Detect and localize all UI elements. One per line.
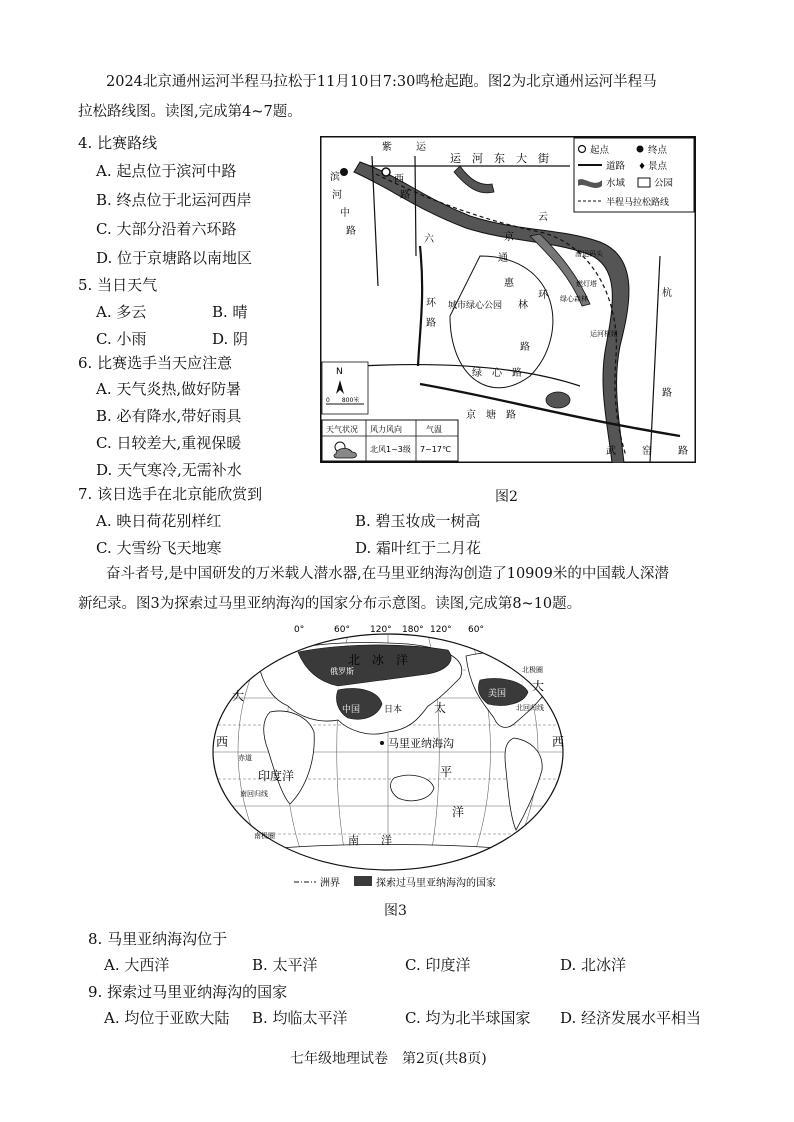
weather-h3: 气温 (426, 425, 442, 434)
legend-explored: 探索过马里亚纳海沟的国家 (376, 878, 496, 889)
label-green-park: 城市绿心公园 (448, 301, 503, 311)
q4-option-d[interactable]: D. 位于京塘路以南地区 (96, 249, 253, 267)
q8-option-d[interactable]: D. 北冰洋 (560, 956, 627, 974)
label-lu6: 路 (678, 446, 688, 457)
weather-h2: 风力风向 (370, 425, 402, 434)
label-jing: 京 (504, 232, 514, 243)
scale-label: 0 800米 (326, 397, 360, 404)
q9-option-c[interactable]: C. 均为北半球国家 (405, 1009, 531, 1027)
country-russia: 俄罗斯 (330, 667, 354, 676)
label-yunhe-east: 运 河 东 大 街 (450, 152, 549, 165)
legend-park-icon (638, 178, 650, 187)
marathon-route-map (320, 136, 696, 463)
label-tong: 通 (498, 253, 508, 264)
label-he: 河 (332, 190, 342, 201)
country-china: 中国 (342, 705, 361, 715)
q9-option-d[interactable]: D. 经济发展水平相当 (560, 1009, 702, 1027)
start-point (382, 168, 390, 176)
q4-option-c[interactable]: C. 大部分沿着六环路 (96, 220, 237, 238)
ocean-pacific-2: 平 (440, 765, 453, 779)
q8-option-a[interactable]: A. 大西洋 (104, 956, 170, 974)
lon-tick-4: 120° (430, 625, 452, 635)
map2-compass (322, 362, 368, 414)
page-footer: 七年级地理试卷 第2页(共8页) (290, 1051, 487, 1067)
weather-wind: 北风1~3级 (370, 445, 411, 454)
intro-paragraph-2-cont (78, 590, 738, 619)
figure-3-caption: 图3 (384, 903, 407, 919)
q8-option-c[interactable]: C. 印度洋 (405, 956, 471, 974)
spot-label-2: 燃灯塔 (576, 280, 597, 288)
legend-road: 道路 (606, 161, 626, 172)
ocean-atlantic-w2: 西 (216, 735, 229, 749)
lat-tropic-s: 南回归线 (240, 790, 268, 798)
label-hui: 惠 (504, 278, 514, 289)
legend-start: 起点 (590, 145, 610, 156)
label-huan2: 环 (538, 290, 548, 301)
ocean-pacific-yang: 洋 (452, 805, 465, 819)
label-lvxin: 绿 心 路 (472, 368, 522, 379)
legend-park: 公园 (654, 178, 674, 189)
q8-option-b[interactable]: B. 太平洋 (252, 956, 318, 974)
ocean-southern: 南 洋 (348, 834, 392, 847)
q5-option-b[interactable]: B. 晴 (212, 303, 248, 321)
weather-table (322, 420, 458, 461)
lon-tick-0: 0° (294, 625, 305, 635)
label-lu3: 路 (426, 318, 436, 329)
legend-spot: 景点 (648, 161, 668, 172)
lake-south (546, 392, 570, 408)
end-point (340, 168, 348, 176)
q6-option-b[interactable]: B. 必有降水,带好雨具 (96, 407, 242, 425)
label-bin: 滨 (330, 172, 340, 183)
figure-2-caption: 图2 (495, 489, 518, 505)
q7-stem: 7. 该日选手在北京能欣赏到 (78, 485, 263, 503)
country-japan: 日本 (384, 705, 403, 715)
lat-arctic: 北极圈 (522, 666, 543, 674)
trench-marker (380, 741, 384, 745)
legend-end: 终点 (648, 145, 668, 156)
country-usa: 美国 (488, 689, 507, 699)
label-wu: 武 (606, 446, 616, 457)
legend-boundary: 洲界 (320, 878, 340, 889)
q7-option-c[interactable]: C. 大雪纷飞天地寒 (96, 539, 222, 557)
legend-water: 水域 (606, 178, 626, 189)
lon-tick-5: 60° (468, 625, 484, 635)
ocean-atlantic-e2: 西 (552, 735, 565, 749)
q5-option-d[interactable]: D. 阴 (212, 330, 249, 348)
intro-1-line-2: 拉松路线图。读图,完成第4~7题。 (78, 104, 302, 120)
label-lu: 路 (346, 226, 356, 237)
q9-option-b[interactable]: B. 均临太平洋 (252, 1009, 348, 1027)
ocean-indian: 印度洋 (258, 769, 295, 783)
spot-label-3: 绿心森林 (560, 295, 588, 303)
q6-stem: 6. 比赛选手当天应注意 (78, 354, 233, 372)
antarctica (238, 845, 538, 871)
q7-option-b[interactable]: B. 碧玉妆成一树高 (355, 512, 481, 530)
weather-h1: 天气状况 (326, 425, 358, 434)
q4-stem: 4. 比赛路线 (78, 134, 158, 152)
q5-option-c[interactable]: C. 小雨 (96, 330, 147, 348)
map3-legend (294, 876, 496, 889)
label-liu: 六 (424, 234, 434, 245)
trench-label: 马里亚纳海沟 (388, 737, 454, 750)
q5-stem: 5. 当日天气 (78, 276, 158, 294)
label-lu2: 路 (400, 190, 410, 201)
label-lu5: 路 (662, 388, 672, 399)
lat-antarctic: 南极圈 (254, 832, 275, 840)
ocean-north-ice: 北 冰 洋 (348, 653, 409, 667)
intro-paragraph-1-cont (78, 98, 718, 127)
legend-end-icon (637, 146, 644, 153)
ocean-atlantic-e1: 大 (532, 679, 545, 693)
ocean-pacific-1: 太 (434, 701, 447, 715)
label-jingtang: 京 塘 路 (466, 410, 516, 421)
legend-start-icon (579, 146, 586, 153)
q4-option-a[interactable]: A. 起点位于滨河中路 (96, 162, 237, 180)
intro-1-line-1: 2024北京通州运河半程马拉松于11月10日7:30鸣枪起跑。图2为北京通州运河半程马 (106, 74, 657, 90)
lat-tropic-n: 北回归线 (516, 704, 544, 712)
map2-legend (574, 138, 694, 212)
label-huan: 环 (426, 298, 436, 309)
lon-tick-1: 60° (334, 625, 350, 635)
lon-tick-2: 120° (370, 625, 392, 635)
q7-option-a[interactable]: A. 映日荷花别样红 (96, 512, 222, 530)
legend-explored-icon (354, 876, 372, 886)
label-xi: 西 (394, 174, 404, 185)
label-yun: 运 (416, 142, 426, 153)
intro-paragraph-1 (106, 68, 726, 97)
q8-stem: 8. 马里亚纳海沟位于 (88, 930, 228, 948)
spot-label-1: 漕运码头 (575, 250, 603, 258)
world-map (198, 620, 578, 892)
q9-option-a[interactable]: A. 均位于亚欧大陆 (104, 1009, 230, 1027)
label-yun2: 云 (538, 212, 548, 223)
q4-option-b[interactable]: B. 终点位于北运河西岸 (96, 191, 252, 209)
ocean-atlantic-w1: 大 (232, 689, 245, 703)
label-yao: 窑 (642, 446, 652, 457)
q7-option-d[interactable]: D. 霜叶红于二月花 (355, 539, 482, 557)
intro-2-line-1: 奋斗者号,是中国研发的万米载人潜水器,在马里亚纳海沟创造了10909米的中国载人深潜 (106, 566, 669, 582)
q6-option-d[interactable]: D. 天气寒冷,无需补水 (96, 461, 242, 479)
legend-spot-icon: ♦ (638, 162, 647, 172)
label-hang: 杭 (662, 288, 672, 299)
legend-route: 半程马拉松路线 (606, 198, 670, 208)
q5-option-a[interactable]: A. 多云 (96, 303, 147, 321)
q6-option-c[interactable]: C. 日较差大,重视保暖 (96, 434, 242, 452)
lat-equator: 赤道 (238, 754, 252, 762)
label-lu4: 路 (520, 342, 530, 353)
intro-paragraph-2 (106, 560, 746, 589)
label-zi: 紫 (382, 142, 392, 153)
q9-stem: 9. 探索过马里亚纳海沟的国家 (88, 983, 288, 1001)
weather-temp: 7~17℃ (420, 445, 451, 454)
north-label: N (336, 367, 343, 377)
lon-tick-3: 180° (402, 625, 424, 635)
q6-option-a[interactable]: A. 天气炎热,做好防暑 (96, 380, 242, 398)
intro-2-line-2: 新纪录。图3为探索过马里亚纳海沟的国家分布示意图。读图,完成第8~10题。 (78, 596, 582, 612)
label-zhong: 中 (340, 208, 350, 219)
label-lin: 林 (518, 300, 528, 311)
spot-label-4: 运河枢纽 (590, 330, 618, 338)
